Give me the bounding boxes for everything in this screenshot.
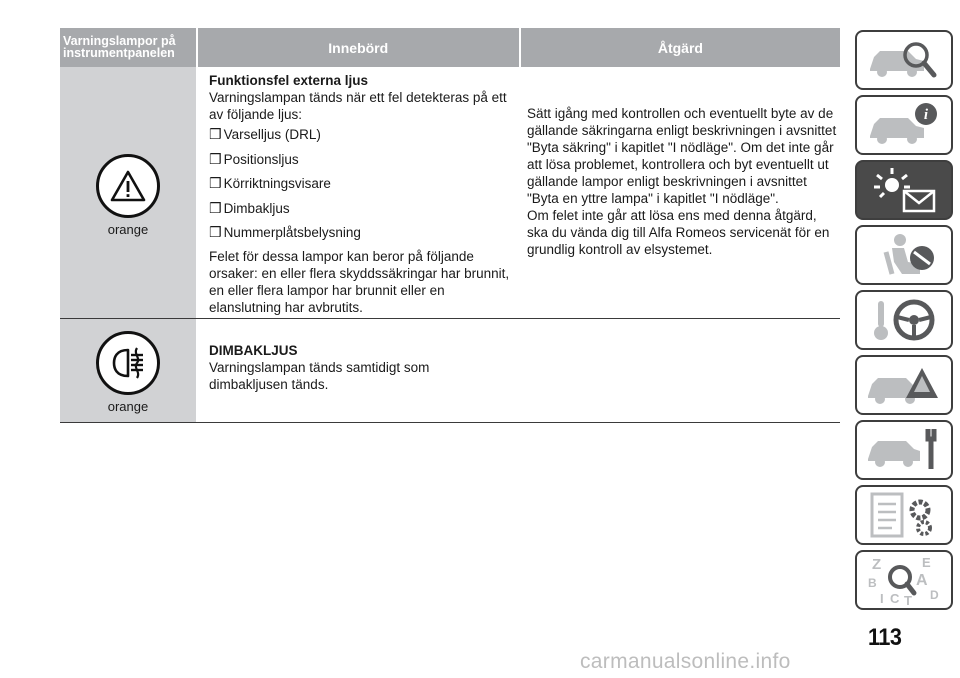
list-item: ❒ Nummerplåtsbelysning [209, 224, 361, 240]
action-text: Sätt igång med kontrollen och eventuellt byte av de gällande säkringarna enligt beskrivningen i avsnittet "Byta säkring" i kapitlet "I nödläge". Om det inte går att lösa problemet, kontrollera och byt eventuellt ut gällande lampor enligt beskrivningen i avsnittet "Byta en yttre lampa" i kapitlet "I nödläge". Om felet inte går att lösa ens med denna åtgärd, ska du vända dig till Alfa Romeos servicenät för en grundlig kontroll av elsystemet. [527, 106, 837, 257]
action-cell [514, 319, 840, 422]
alphabet-index-icon [864, 553, 944, 607]
airbag-seat-icon [864, 230, 944, 280]
car-info-icon [864, 100, 944, 150]
fog-light-text: Varningslampan tänds samtidigt som dimbakljusen tänds. [209, 360, 430, 392]
tab-emergency[interactable] [855, 355, 953, 415]
list-item: ❒ Varselljus (DRL) [209, 126, 321, 142]
tab-start-drive[interactable] [855, 290, 953, 350]
page-number: 113 [868, 624, 902, 651]
header-action: Åtgärd [521, 28, 840, 67]
fault-title: Funktionsfel externa ljus [209, 73, 369, 88]
car-breakdown-icon [864, 360, 944, 410]
checkbox-bullet-icon: ❒ [209, 224, 222, 240]
warning-light-message-icon [864, 165, 944, 215]
index-letter: A [916, 572, 928, 589]
meaning-cell [196, 319, 514, 422]
table-row [60, 319, 840, 423]
spec-sheet-gears-icon [864, 490, 944, 540]
index-letter: D [930, 588, 939, 602]
fault-intro: Varningslampan tänds när ett fel detekteras på ett av följande ljus: [209, 90, 507, 122]
watermark: carmanualsonline.info [580, 650, 791, 673]
index-letter: Z [872, 556, 882, 573]
checkbox-bullet-icon: ❒ [209, 175, 222, 191]
warning-light-cell [60, 67, 196, 318]
tab-warning-lights[interactable] [855, 160, 953, 220]
header-meaning: Innebörd [198, 28, 519, 67]
warning-lights-table [60, 28, 840, 423]
icon-color-label: orange [107, 222, 149, 237]
car-wrench-icon [864, 425, 944, 475]
tab-safety[interactable] [855, 225, 953, 285]
light-list [209, 126, 514, 241]
tab-car-info[interactable] [855, 95, 953, 155]
tab-index[interactable] [855, 550, 953, 610]
list-item: ❒ Positionsljus [209, 150, 299, 167]
checkbox-bullet-icon: ❒ [209, 199, 222, 216]
warning-triangle-icon [96, 154, 160, 218]
icon-color-label: orange [107, 399, 149, 414]
tab-technical-data[interactable] [855, 485, 953, 545]
checkbox-bullet-icon: ❒ [209, 150, 222, 167]
index-letter: E [922, 555, 931, 570]
tab-maintenance[interactable] [855, 420, 953, 480]
table-row [60, 67, 840, 319]
list-item: ❒ Körriktningsvisare [209, 175, 331, 191]
svg-text:i: i [923, 107, 929, 123]
table-header [60, 28, 840, 67]
warning-light-cell [60, 319, 196, 422]
checkbox-bullet-icon: ❒ [209, 126, 222, 142]
fog-light-title: DIMBAKLJUS [209, 343, 298, 358]
header-warning-lights: Varningslampor på instrumentpanelen [60, 28, 196, 67]
tab-car-search[interactable] [855, 30, 953, 90]
index-letter: B [868, 576, 877, 590]
key-steering-wheel-icon [864, 295, 944, 345]
index-letter: T [904, 593, 912, 607]
meaning-cell [196, 67, 514, 318]
fault-causes: Felet för dessa lampor kan beror på följande orsaker: en eller flera skyddssäkringar har brunnit, en eller flera lampor har brunnit eller en elanslutning har avbrutits. [209, 248, 510, 315]
list-item: ❒ Dimbakljus [209, 199, 290, 216]
index-letter: C [890, 591, 900, 606]
index-letter: I [880, 591, 884, 606]
car-search-icon [864, 35, 944, 85]
rear-fog-light-icon [96, 331, 160, 395]
action-cell [514, 67, 840, 318]
